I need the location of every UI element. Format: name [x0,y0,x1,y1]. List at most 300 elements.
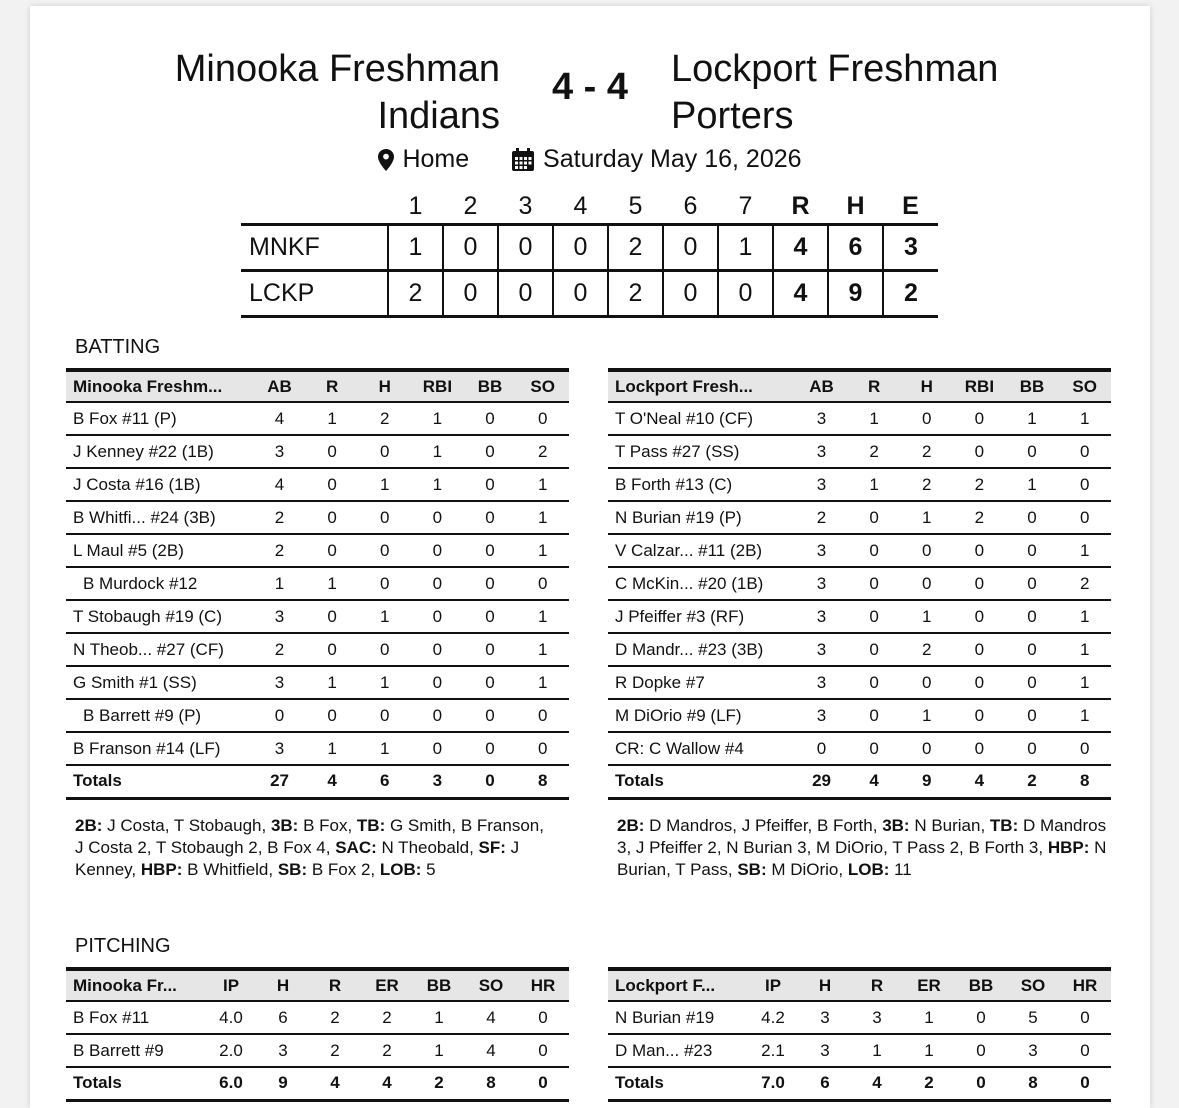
linescore-row-away: MNKF 1 0 0 0 2 0 1 4 6 3 [241,224,938,270]
stat-cell: 0 [464,633,517,666]
inning-header: 2 [463,191,478,220]
player-name: L Maul #5 (2B) [66,534,253,567]
stat-header: HR [517,969,569,1001]
stat-cell: 1 [413,1001,465,1034]
player-name: V Calzar... #11 (2B) [608,534,795,567]
stat-cell: 1 [848,402,901,435]
stat-cell: 2 [253,534,306,567]
stat-cell: 3 [795,600,848,633]
player-row [66,501,569,534]
stat-cell: 0 [1006,567,1059,600]
stat-cell: 0 [516,567,569,600]
map-pin-icon [378,149,394,171]
stat-cell: 0 [464,567,517,600]
note-value: D Mandros, J Pfeiffer, B Forth, [644,816,883,835]
stat-cell: 2 [900,468,953,501]
stat-header: SO [1007,969,1059,1001]
note-key: SF: [478,838,506,857]
stat-cell: 5 [1007,1001,1059,1034]
team-header: Lockport F... [608,969,747,1001]
stat-header: AB [795,370,848,402]
stat-header: BB [955,969,1007,1001]
stat-cell: 0 [411,501,464,534]
player-row [66,567,569,600]
note-key: 3B: [270,816,299,835]
player-row [66,699,569,732]
stat-cell: 0 [1006,732,1059,765]
stat-cell: 1 [1058,600,1111,633]
stat-header: SO [465,969,517,1001]
stat-cell: 1 [516,501,569,534]
note-key: 2B: [75,816,103,835]
stat-cell: 2 [253,501,306,534]
player-row [608,567,1111,600]
total-cell: 4 [851,1067,903,1100]
total-cell: 7.0 [747,1067,799,1100]
stat-cell: 0 [795,732,848,765]
stat-cell: 0 [306,501,359,534]
stat-cell: 3 [795,699,848,732]
stat-cell: 0 [464,402,517,435]
stat-cell: 0 [953,534,1006,567]
stat-cell: 0 [358,435,411,468]
total-cell: 8 [1058,765,1111,798]
total-cell: 8 [1007,1067,1059,1100]
stat-cell: 1 [903,1034,955,1067]
stat-cell: 3 [795,666,848,699]
total-cell: 0 [517,1067,569,1100]
player-row [66,435,569,468]
stat-cell: 1 [1058,402,1111,435]
total-cell: 29 [795,765,848,798]
stat-cell: 1 [306,402,359,435]
stat-cell: 1 [900,699,953,732]
stat-cell: 0 [1058,468,1111,501]
player-name: N Theob... #27 (CF) [66,633,253,666]
player-name: J Costa #16 (1B) [66,468,253,501]
stat-cell: 3 [851,1001,903,1034]
note-value: N Burian, T Pass, [617,838,1107,879]
stat-cell: 0 [411,699,464,732]
stat-cell: 0 [306,699,359,732]
stat-cell: 2 [795,501,848,534]
stat-cell: 1 [516,534,569,567]
totals-row [608,1067,1111,1100]
stat-cell: 0 [900,534,953,567]
player-name: T Pass #27 (SS) [608,435,795,468]
stat-cell: 1 [1058,633,1111,666]
note-key: 2B: [617,816,645,835]
total-cell: 0 [1059,1067,1111,1100]
hits-header: H [846,191,865,220]
stat-cell: 0 [900,567,953,600]
stat-cell: 0 [464,666,517,699]
batting-title: BATTING [75,336,161,358]
stat-cell: 0 [516,402,569,435]
stat-cell: 1 [900,501,953,534]
player-row [66,1034,569,1067]
stat-header: RBI [953,370,1006,402]
stat-cell: 0 [358,567,411,600]
stat-header: H [799,969,851,1001]
game-date [511,144,802,174]
stat-cell: 3 [253,435,306,468]
total-cell: 0 [464,765,517,798]
stat-cell: 1 [1058,666,1111,699]
stat-cell: 3 [795,402,848,435]
total-cell: 2 [1006,765,1059,798]
stat-cell: 3 [257,1034,309,1067]
stat-cell: 0 [411,732,464,765]
stat-cell: 0 [1006,501,1059,534]
total-cell: 6 [358,765,411,798]
player-name: D Man... #23 [608,1034,747,1067]
pitching-table-home [608,967,1111,1102]
stat-cell: 1 [306,567,359,600]
stat-cell: 0 [1058,501,1111,534]
player-name: N Burian #19 (P) [608,501,795,534]
total-cell: 2 [903,1067,955,1100]
player-row [608,534,1111,567]
stat-cell: 0 [517,1034,569,1067]
stat-cell: 2 [361,1001,413,1034]
stat-cell: 4 [465,1001,517,1034]
stat-cell: 0 [358,501,411,534]
batting-table-away [66,368,569,800]
stat-cell: 2 [953,501,1006,534]
total-cell: 0 [955,1067,1007,1100]
totals-label: Totals [608,765,795,798]
total-cell: 4 [848,765,901,798]
stat-header: AB [253,370,306,402]
stat-cell: 0 [1006,699,1059,732]
stat-cell: 1 [306,732,359,765]
stat-cell: 0 [411,600,464,633]
stat-cell: 3 [795,633,848,666]
stat-cell: 0 [955,1034,1007,1067]
stat-cell: 0 [953,732,1006,765]
home-team-name: Lockport Freshman Porters [671,48,999,137]
stat-cell: 0 [953,435,1006,468]
player-name: T O'Neal #10 (CF) [608,402,795,435]
player-name: B Forth #13 (C) [608,468,795,501]
stat-cell: 1 [253,567,306,600]
stat-header: H [900,370,953,402]
stat-cell: 2.1 [747,1034,799,1067]
game-header [30,46,1150,146]
stat-cell: 1 [1006,402,1059,435]
totals-row [66,1067,569,1100]
player-name: T Stobaugh #19 (C) [66,600,253,633]
team-header: Minooka Freshm... [66,370,253,402]
stat-cell: 6 [257,1001,309,1034]
player-name: M DiOrio #9 (LF) [608,699,795,732]
stat-cell: 0 [955,1001,1007,1034]
total-cell: 4 [306,765,359,798]
player-name: G Smith #1 (SS) [66,666,253,699]
player-name: N Burian #19 [608,1001,747,1034]
inning-header: 5 [628,191,643,220]
stat-cell: 0 [306,435,359,468]
boxscore-sheet [30,6,1150,1108]
stat-header: SO [1058,370,1111,402]
stat-header: HR [1059,969,1111,1001]
stat-cell: 0 [848,666,901,699]
stat-cell: 3 [253,666,306,699]
stat-cell: 0 [1058,732,1111,765]
player-row [608,468,1111,501]
stat-cell: 0 [900,732,953,765]
stat-header: ER [361,969,413,1001]
stat-cell: 0 [953,402,1006,435]
stat-cell: 2 [900,435,953,468]
game-meta [30,144,1150,174]
stat-cell: 1 [411,435,464,468]
player-row [66,732,569,765]
player-name: B Fox #11 [66,1001,205,1034]
note-value: M DiOrio, [766,860,848,879]
player-row [608,501,1111,534]
note-key: LOB: [847,860,890,879]
player-name: J Pfeiffer #3 (RF) [608,600,795,633]
stat-header: IP [205,969,257,1001]
line-score [241,190,938,318]
stat-cell: 0 [953,633,1006,666]
stat-cell: 3 [795,435,848,468]
stat-cell: 0 [411,666,464,699]
stat-cell: 0 [900,402,953,435]
stat-cell: 0 [411,633,464,666]
calendar-icon [511,148,535,172]
note-key: SB: [737,860,767,879]
final-score: 4 - 4 [551,66,629,108]
note-value: D Mandros 3, J Pfeiffer 2, N Burian 3, M DiOrio, T Pass 2, B Forth 3, [617,816,1107,857]
date-text: Saturday May 16, 2026 [543,145,802,174]
stat-cell: 4.0 [205,1001,257,1034]
stat-cell: 0 [1006,633,1059,666]
total-cell: 9 [257,1067,309,1100]
stat-cell: 0 [848,600,901,633]
stat-cell: 0 [306,534,359,567]
note-value: B Fox 2, [307,860,380,879]
player-name: B Fox #11 (P) [66,402,253,435]
stat-cell: 3 [253,732,306,765]
runs-header: R [791,191,810,220]
note-value: J Costa, T Stobaugh, [102,816,271,835]
stat-cell: 3 [799,1001,851,1034]
stat-cell: 3 [795,468,848,501]
total-cell: 8 [516,765,569,798]
stat-cell: 0 [1059,1001,1111,1034]
stat-cell: 0 [464,501,517,534]
total-cell: 2 [413,1067,465,1100]
player-row [66,468,569,501]
player-row [608,1001,1111,1034]
note-key: HBP: [1047,838,1090,857]
stat-cell: 1 [358,666,411,699]
stat-cell: 0 [1006,435,1059,468]
player-name: R Dopke #7 [608,666,795,699]
stat-header: BB [1006,370,1059,402]
stat-cell: 2.0 [205,1034,257,1067]
inning-header: 3 [518,191,533,220]
batting-table-home [608,368,1111,800]
note-value: 5 [421,860,436,879]
totals-label: Totals [608,1067,747,1100]
stat-cell: 0 [464,732,517,765]
stat-cell: 0 [900,666,953,699]
stat-cell: 1 [1058,699,1111,732]
player-row [608,1034,1111,1067]
stat-header: R [848,370,901,402]
totals-label: Totals [66,1067,205,1100]
player-name: J Kenney #22 (1B) [66,435,253,468]
player-name: B Barrett #9 (P) [66,699,253,732]
player-row [608,600,1111,633]
note-value: N Burian, [909,816,990,835]
stat-cell: 2 [309,1034,361,1067]
note-value: 11 [889,860,912,879]
linescore-row-home: LCKP 2 0 0 0 2 0 0 4 9 2 [241,270,938,316]
stat-cell: 0 [848,732,901,765]
stat-cell: 1 [516,600,569,633]
player-name: CR: C Wallow #4 [608,732,795,765]
stat-cell: 0 [953,567,1006,600]
batting-notes-away [75,815,545,881]
stat-cell: 3 [795,534,848,567]
stat-header: H [257,969,309,1001]
note-key: SB: [277,860,308,879]
stat-cell: 0 [411,567,464,600]
stat-cell: 0 [306,468,359,501]
stat-cell: 0 [1059,1034,1111,1067]
stat-cell: 1 [1006,468,1059,501]
stat-cell: 0 [1006,534,1059,567]
stat-cell: 0 [306,600,359,633]
totals-row [608,765,1111,798]
note-key: LOB: [379,860,422,879]
note-key: HBP: [140,860,183,879]
stat-header: H [358,370,411,402]
stat-cell: 1 [306,666,359,699]
stat-header: R [851,969,903,1001]
player-row [66,666,569,699]
stat-cell: 0 [411,534,464,567]
total-cell: 27 [253,765,306,798]
inning-header: 1 [408,191,423,220]
team-header: Lockport Fresh... [608,370,795,402]
stat-cell: 1 [848,468,901,501]
player-row [608,402,1111,435]
stat-cell: 2 [900,633,953,666]
errors-header: E [902,191,919,220]
player-row [66,402,569,435]
total-cell: 9 [900,765,953,798]
stat-cell: 1 [516,666,569,699]
stat-header: RBI [411,370,464,402]
stat-cell: 0 [464,600,517,633]
player-row [608,633,1111,666]
stat-header: R [309,969,361,1001]
note-value: G Smith, B Franson, J Costa 2, T Stobaugh 2, B Fox 4, [75,816,544,857]
stat-cell: 0 [253,699,306,732]
stat-cell: 0 [848,699,901,732]
stat-cell: 1 [411,402,464,435]
stat-cell: 3 [253,600,306,633]
note-key: 3B: [882,816,910,835]
inning-header: 6 [683,191,698,220]
stat-cell: 1 [411,468,464,501]
stat-cell: 2 [253,633,306,666]
note-key: TB: [356,816,386,835]
location-text: Home [402,145,470,174]
totals-row [66,765,569,798]
pitching-title: PITCHING [75,935,171,957]
note-value: J Kenney, [75,838,520,879]
player-name: C McKin... #20 (1B) [608,567,795,600]
stat-cell: 1 [516,468,569,501]
stat-header: BB [413,969,465,1001]
player-row [66,1001,569,1034]
stat-cell: 4 [253,468,306,501]
stat-cell: 0 [1006,600,1059,633]
stat-cell: 0 [848,501,901,534]
stat-cell: 0 [358,534,411,567]
total-cell: 4 [361,1067,413,1100]
stat-cell: 2 [848,435,901,468]
stat-cell: 4 [253,402,306,435]
total-cell: 4 [953,765,1006,798]
stat-cell: 3 [795,567,848,600]
total-cell: 8 [465,1067,517,1100]
stat-cell: 0 [358,633,411,666]
note-value: N Theobald, [376,838,479,857]
stat-cell: 1 [358,732,411,765]
location [378,144,469,174]
stat-cell: 0 [1058,435,1111,468]
stat-cell: 0 [848,567,901,600]
stat-cell: 1 [413,1034,465,1067]
stat-cell: 0 [516,732,569,765]
away-team-name: Minooka Freshman Indians [174,48,500,137]
stat-header: R [306,370,359,402]
player-name: B Barrett #9 [66,1034,205,1067]
stat-header: ER [903,969,955,1001]
stat-cell: 0 [464,699,517,732]
stat-cell: 0 [464,534,517,567]
stat-cell: 0 [953,600,1006,633]
total-cell: 3 [411,765,464,798]
stat-cell: 1 [900,600,953,633]
stat-cell: 2 [516,435,569,468]
stat-cell: 3 [1007,1034,1059,1067]
stat-cell: 4.2 [747,1001,799,1034]
stat-cell: 0 [953,666,1006,699]
player-row [608,435,1111,468]
player-row [608,699,1111,732]
stat-cell: 2 [1058,567,1111,600]
stat-cell: 4 [465,1034,517,1067]
stat-cell: 0 [464,435,517,468]
inning-header: 7 [738,191,753,220]
stat-cell: 0 [953,699,1006,732]
stat-cell: 1 [358,600,411,633]
player-row [66,534,569,567]
stat-cell: 0 [517,1001,569,1034]
stat-header: IP [747,969,799,1001]
stat-cell: 1 [1058,534,1111,567]
batting-notes-home [617,815,1117,881]
